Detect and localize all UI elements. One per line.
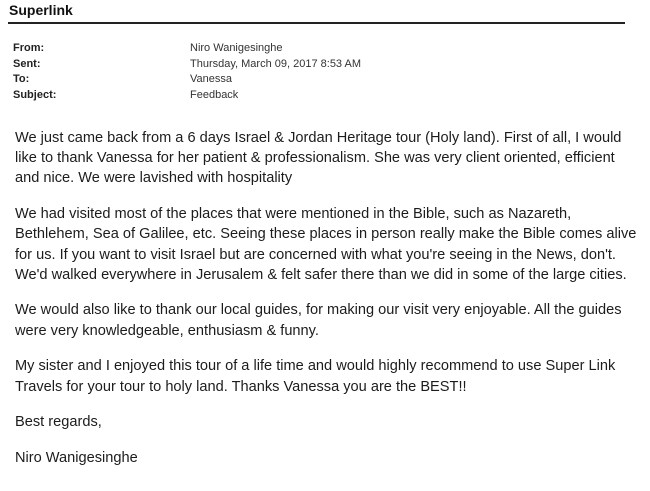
header-from-label: From: xyxy=(13,42,45,54)
header-subject-value: Feedback xyxy=(190,89,239,101)
header-subject-label: Subject: xyxy=(13,89,57,101)
email-body xyxy=(15,128,640,484)
closing-line: Best regards, xyxy=(15,414,102,431)
header-sent-label: Sent: xyxy=(13,58,41,70)
header-to-value: Vanessa xyxy=(190,73,232,85)
header-from-value: Niro Wanigesinghe xyxy=(190,42,283,54)
body-paragraph-1: We just came back from a 6 days Israel & Jordan Heritage tour (Holy land). First of all, I would like to thank Vanessa for her patient & professionalism. She was very client oriented, efficient and nice. We were lavished with hospitality xyxy=(15,130,622,187)
body-paragraph-4: My sister and I enjoyed this tour of a life time and would highly recommend to use Super Link Travels for your tour to holy land. Thanks Vanessa you are the BEST!! xyxy=(15,358,616,395)
body-paragraph-2: We had visited most of the places that were mentioned in the Bible, such as Nazareth, Bethlehem, Sea of Galilee, etc. Seeing these places in person really make the Bible comes alive for us. If you want to visit Israel but are concerned with what you're seeing in the News, don't. We'd walked everywhere in Jerusalem & felt safer there than we did in some of the large cities. xyxy=(15,206,637,283)
header-sent-value: Thursday, March 09, 2017 8:53 AM xyxy=(190,58,361,70)
header-divider xyxy=(8,22,625,24)
signature-name: Niro Wanigesinghe xyxy=(15,449,138,466)
header-to-label: To: xyxy=(13,73,30,85)
email-sender-name: Superlink xyxy=(9,2,73,18)
body-paragraph-3: We would also like to thank our local guides, for making our visit very enjoyable. All the guides were very knowledgeable, enthusiasm & funny. xyxy=(15,302,622,339)
